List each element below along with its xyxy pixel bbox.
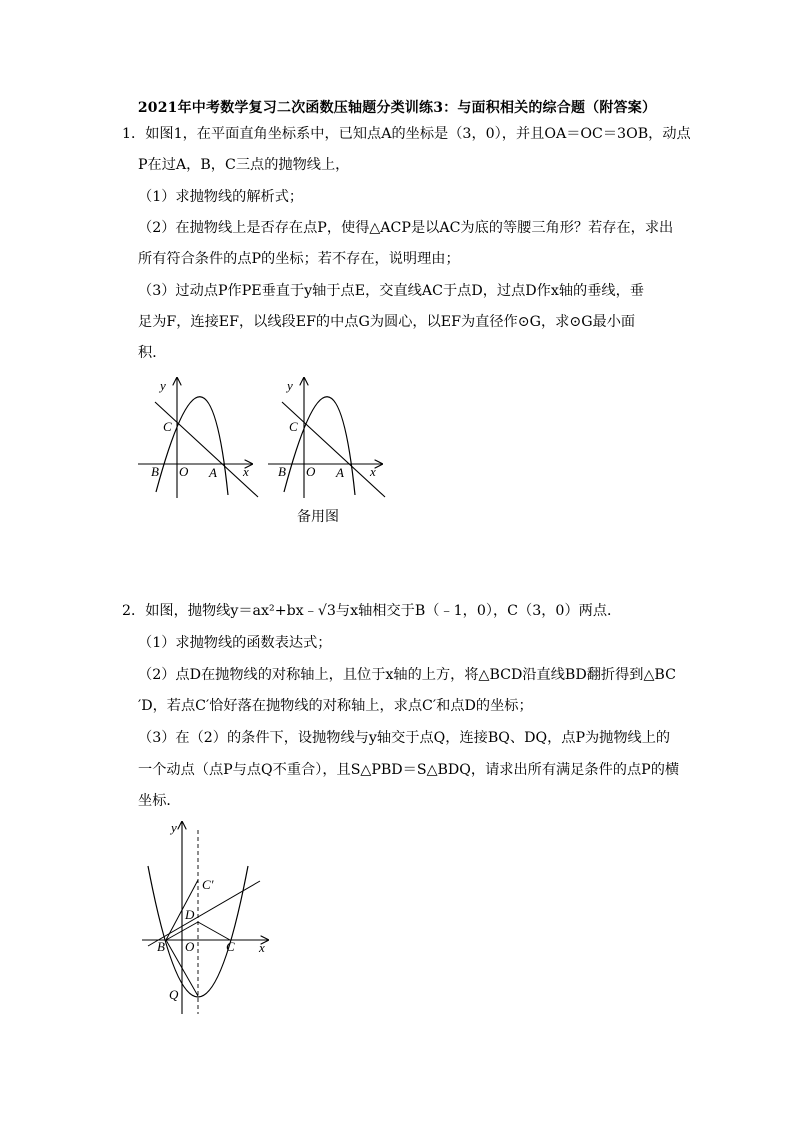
q1-part3a: （3）过动点P作PE垂直于y轴于点E，交直线AC于点D，过点D作x轴的垂线，垂 bbox=[138, 283, 644, 299]
q1-part3b: 足为F，连接EF，以线段EF的中点G为圆心，以EF为直径作⊙G，求⊙G最小面 bbox=[138, 314, 636, 330]
q2-figure bbox=[140, 818, 280, 1018]
q1-part2b: 所有符合条件的点P的坐标；若不存在，说明理由； bbox=[138, 251, 460, 267]
page-title: 2021年中考数学复习二次函数压轴题分类训练3：与面积相关的综合题（附答案） bbox=[137, 100, 657, 116]
q2-part3a: （3）在（2）的条件下，设抛物线与y轴交于点Q，连接BQ、DQ，点P为抛物线上的 bbox=[138, 730, 671, 746]
q1-spare-b-label: B bbox=[278, 464, 286, 479]
q1-fig-b-label: B bbox=[151, 464, 159, 479]
q1-fig-o-label: O bbox=[179, 464, 189, 479]
q2-part1: （1）求抛物线的函数表达式； bbox=[138, 635, 332, 651]
q1-figure-caption: 备用图 bbox=[297, 509, 339, 525]
q1-fig-c-label: C bbox=[163, 419, 172, 434]
q2-part3b: 一个动点（点P与点Q不重合），且S△PBD＝S△BDQ，请求出所有满足条件的点P的横 bbox=[138, 762, 680, 778]
q2-fig-d-label: D bbox=[185, 907, 195, 922]
q1-figure-main bbox=[130, 372, 265, 502]
q1-part2a: （2）在抛物线上是否存在点P，使得△ACP是以AC为底的等腰三角形？若存在，求出 bbox=[138, 220, 674, 236]
q2-fig-y-label: y bbox=[171, 820, 177, 835]
q1-spare-x-label: x bbox=[370, 464, 376, 479]
q1-figure-spare bbox=[260, 372, 395, 502]
q2-fig-b-label: B bbox=[157, 939, 165, 954]
q2-fig-c-label: C bbox=[226, 939, 235, 954]
q1-part1: （1）求抛物线的解析式； bbox=[138, 189, 304, 205]
q2-part2b: ′D，若点C′恰好落在抛物线的对称轴上，求点C′和点D的坐标； bbox=[138, 698, 533, 714]
q2-part2a: （2）点D在抛物线的对称轴上，且位于x轴的上方，将△BCD沿直线BD翻折得到△BC bbox=[138, 667, 676, 683]
q2-fig-q-label: Q bbox=[169, 987, 179, 1002]
q1-line1: 1．如图1，在平面直角坐标系中，已知点A的坐标是（3，0），并且OA＝OC＝3OB，动点 bbox=[122, 126, 691, 142]
q2-fig-o-label: O bbox=[185, 939, 195, 954]
q1-spare-y-label: y bbox=[287, 378, 293, 393]
q1-fig-y-label: y bbox=[160, 378, 166, 393]
q1-fig-a-label: A bbox=[209, 465, 217, 480]
q2-fig-x-label: x bbox=[259, 940, 265, 955]
q1-spare-a-label: A bbox=[336, 465, 344, 480]
q2-part3c: 坐标． bbox=[138, 793, 181, 809]
q1-fig-x-label: x bbox=[243, 464, 249, 479]
q1-line2: P在过A，B，C三点的抛物线上， bbox=[138, 157, 350, 173]
q1-part3c: 积． bbox=[138, 345, 167, 361]
q2-line1: 2．如图，抛物线y＝ax²+bx﹣√3与x轴相交于B（﹣1，0），C（3，0）两点． bbox=[122, 603, 622, 619]
q2-fig-cprime-label: C′ bbox=[202, 877, 214, 892]
q1-spare-o-label: O bbox=[306, 464, 316, 479]
q1-spare-c-label: C bbox=[289, 419, 298, 434]
